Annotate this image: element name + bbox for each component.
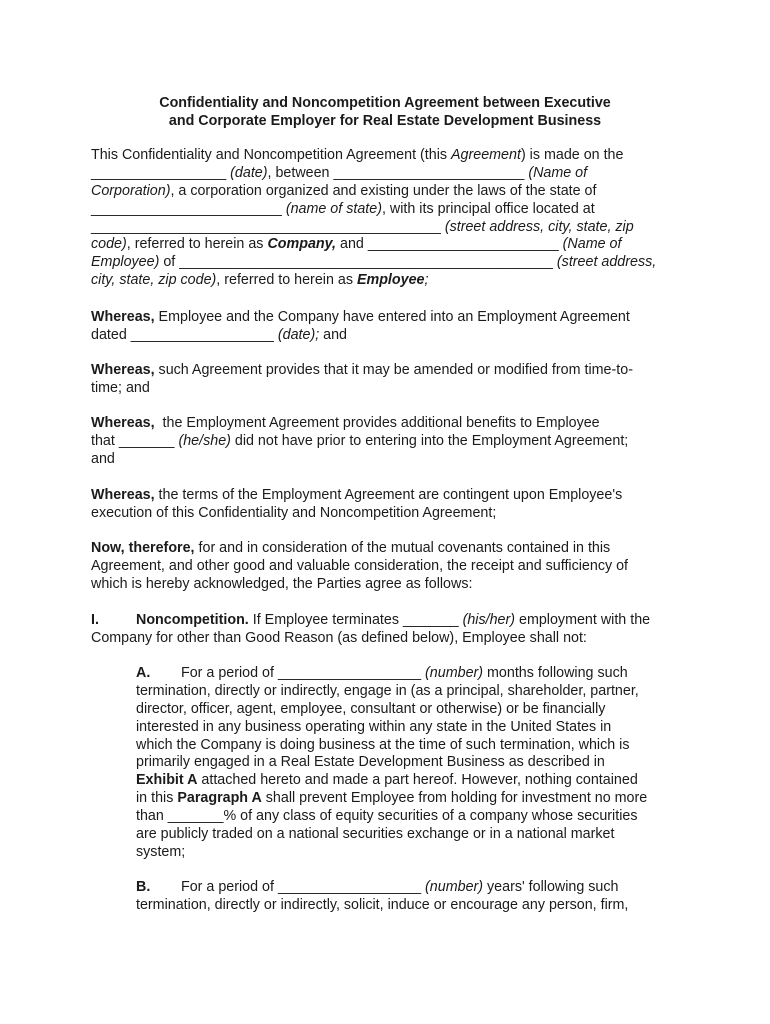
whereas-line: execution of this Confidentiality and Noncompetition Agreement; [91, 504, 497, 521]
text: of [159, 254, 180, 271]
text: (his/her) [462, 612, 516, 628]
text: Paragraph A [177, 790, 262, 807]
whereas-line [91, 327, 691, 345]
text: (street address, city, state, zip [444, 218, 634, 235]
text: (name of state) [285, 200, 382, 217]
section-number: I. [91, 612, 99, 628]
text: For a period of __________________ [181, 665, 426, 681]
text: did not have prior to entering into the Employment Agreement; [230, 432, 629, 449]
state-blank: ________________________ [91, 200, 286, 217]
text: Corporation) [91, 182, 171, 199]
intro-paragraph [91, 147, 691, 290]
text: This Confidentiality and Noncompetition Agreement (this [91, 147, 451, 163]
intro-line [91, 165, 691, 183]
item-line: director, officer, agent, employee, consultant or otherwise) or be financially [136, 700, 606, 717]
item-line: termination, directly or indirectly, engage in (as a principal, shareholder, partner, [136, 682, 639, 699]
text: For a period of __________________ [181, 879, 426, 895]
text: years' following such [483, 879, 619, 895]
intro-line [91, 183, 691, 201]
text: Whereas, [91, 487, 155, 503]
section-heading: Noncompetition. [136, 612, 249, 628]
whereas-paragraph-2 [91, 362, 691, 398]
title-line-2: and Corporate Employer for Real Estate Development Business [168, 112, 602, 129]
now-therefore-line: which is hereby acknowledged, the Parties agree as follows: [91, 575, 473, 592]
whereas-line [91, 433, 691, 451]
item-line: termination, directly or indirectly, solicit, induce or encourage any person, firm, [136, 896, 629, 913]
whereas-line [91, 487, 691, 505]
text: Whereas, [91, 362, 155, 378]
text: such Agreement provides that it may be amended or modified from time-to- [154, 362, 633, 378]
text: and [336, 236, 368, 253]
item-a [136, 665, 696, 862]
whereas-paragraph-4 [91, 487, 691, 523]
whereas-line [91, 309, 691, 327]
intro-line [91, 201, 691, 219]
date-blank: _________________ [91, 164, 231, 181]
whereas-paragraph-1 [91, 309, 691, 345]
text: (he/she) [178, 432, 231, 449]
text: ) is made on the [520, 147, 624, 163]
text: Employee and the Company have entered into an Employment Agreement [154, 309, 630, 325]
whereas-line [91, 415, 691, 433]
text: (street address, [556, 254, 657, 271]
item-line: system; [136, 843, 186, 860]
text: Company, [267, 236, 337, 253]
text: for and in consideration of the mutual covenants contained in this [194, 540, 611, 556]
title-line-1: Confidentiality and Noncompetition Agreement between Executive [159, 95, 611, 111]
item-line [136, 790, 696, 808]
text: Whereas, [91, 415, 155, 431]
text: (date); [277, 326, 320, 343]
corporation-name-blank: ________________________ [333, 164, 529, 181]
intro-line [91, 219, 691, 237]
section-1-noncompetition [91, 612, 691, 648]
text: attached hereto and made a part hereof. However, nothing contained [197, 772, 638, 789]
text: Employee) [91, 254, 160, 271]
text: (number) [425, 879, 484, 895]
item-line: are publicly traded on a national securities exchange or in a national market [136, 826, 615, 843]
text: months following such [483, 665, 628, 681]
now-therefore-line: Agreement, and other good and valuable consideration, the receipt and sufficiency of [91, 557, 629, 574]
text: ; [424, 272, 429, 289]
item-line [136, 665, 696, 683]
text: (date) [230, 164, 268, 181]
text: Agreement [451, 147, 521, 163]
item-line [136, 772, 696, 790]
text: city, state, zip code) [91, 272, 217, 289]
employee-name-blank: ________________________ [367, 236, 563, 253]
item-line: interested in any business operating within any state in the United States in [136, 718, 612, 735]
text: (Name of [528, 164, 588, 181]
text: and [319, 326, 348, 343]
address-blank: ____________________________________________ [91, 218, 445, 235]
item-line [136, 879, 696, 897]
text: (Name of [562, 236, 622, 253]
text: employment with the [515, 612, 651, 628]
text: Now, therefore, [91, 540, 195, 556]
whereas-paragraph-3 [91, 415, 691, 469]
text: in this [136, 790, 178, 807]
item-letter: B. [136, 879, 151, 895]
text: , referred to herein as [216, 272, 357, 289]
text: , referred to herein as [126, 236, 268, 253]
item-line: primarily engaged in a Real Estate Development Business as described in [136, 754, 605, 771]
section-line: Company for other than Good Reason (as defined below), Employee shall not: [91, 629, 587, 646]
whereas-line: and [91, 450, 115, 467]
item-letter: A. [136, 665, 151, 681]
now-therefore-line [91, 540, 691, 558]
document-title [90, 94, 680, 130]
intro-line [91, 254, 691, 272]
whereas-line: time; and [91, 379, 150, 396]
text: , between [267, 164, 334, 181]
intro-line [91, 272, 691, 290]
text: the terms of the Employment Agreement are contingent upon Employee's [154, 487, 623, 503]
item-b [136, 879, 696, 915]
text: Employee [356, 272, 425, 289]
item-line: which the Company is doing business at the time of such termination, which is [136, 736, 630, 753]
intro-line [91, 236, 691, 254]
text: that _______ [91, 432, 179, 449]
section-line [91, 612, 691, 630]
now-therefore-paragraph [91, 540, 691, 594]
text: If Employee terminates _______ [248, 612, 463, 628]
text: Exhibit A [136, 772, 198, 789]
intro-line [91, 147, 691, 165]
text: dated __________________ [91, 326, 278, 343]
text: code) [91, 236, 127, 253]
text: shall prevent Employee from holding for investment no more [261, 790, 648, 807]
text: (number) [425, 665, 484, 681]
text: the Employment Agreement provides additional benefits to Employee [154, 415, 600, 431]
text: Whereas, [91, 309, 155, 325]
text: , with its principal office located at [381, 200, 595, 217]
text: , a corporation organized and existing under the laws of the state of [170, 182, 597, 199]
whereas-line [91, 362, 691, 380]
item-line: than _______% of any class of equity securities of a company whose securities [136, 808, 638, 825]
employee-address-blank: _______________________________________________ [179, 254, 557, 271]
